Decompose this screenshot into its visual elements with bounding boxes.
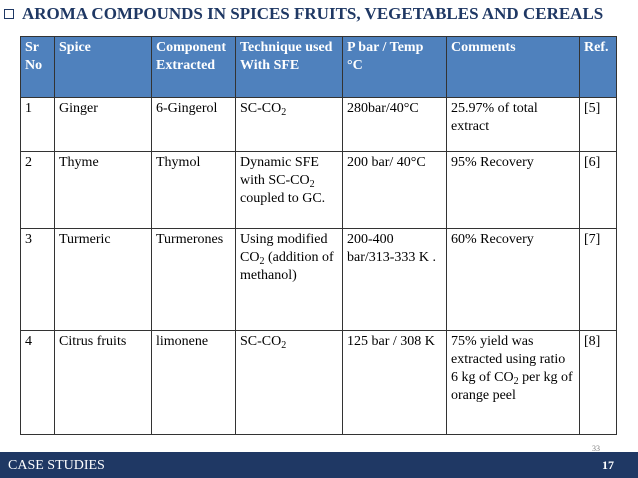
checkbox-bullet-icon — [4, 9, 14, 19]
cell-ref: [6] — [580, 152, 617, 229]
header-ref: Ref. — [580, 37, 617, 98]
technique-text: SC-CO — [240, 101, 282, 116]
cell-sr: 2 — [21, 152, 55, 229]
header-spice: Spice — [55, 37, 152, 98]
cell-comments: 60% Recovery — [447, 229, 580, 331]
cell-spice: Thyme — [55, 152, 152, 229]
cell-sr: 1 — [21, 98, 55, 152]
header-component: Component Extracted — [152, 37, 236, 98]
cell-component: Turmerones — [152, 229, 236, 331]
cell-pressure: 125 bar / 308 K — [343, 331, 447, 435]
cell-technique — [236, 229, 343, 331]
spice-table — [20, 36, 617, 435]
cell-pressure: 200 bar/ 40°C — [343, 152, 447, 229]
comments-text: 75% yield was extracted using ratio 6 kg of CO — [451, 334, 566, 385]
cell-comments: 25.97% of total extract — [447, 98, 580, 152]
cell-technique — [236, 331, 343, 435]
technique-text-after: coupled to GC. — [240, 191, 326, 206]
cell-component: limonene — [152, 331, 236, 435]
cell-comments: 95% Recovery — [447, 152, 580, 229]
subscript: 2 — [281, 340, 287, 351]
cell-component: Thymol — [152, 152, 236, 229]
subscript: 2 — [259, 256, 265, 267]
subscript: 2 — [309, 179, 315, 190]
header-pressure: P bar / Temp °C — [343, 37, 447, 98]
page-number: 17 — [602, 458, 614, 472]
cell-ref: [7] — [580, 229, 617, 331]
table-header-row — [21, 37, 617, 98]
header-sr: Sr No — [21, 37, 55, 98]
cell-spice: Ginger — [55, 98, 152, 152]
table-row — [21, 98, 617, 152]
table-row — [21, 229, 617, 331]
header-technique: Technique used With SFE — [236, 37, 343, 98]
cell-sr: 3 — [21, 229, 55, 331]
slide-title — [4, 4, 603, 24]
cell-comments — [447, 331, 580, 435]
subscript: 2 — [281, 107, 287, 118]
cell-technique — [236, 98, 343, 152]
cell-ref: [5] — [580, 98, 617, 152]
cell-pressure: 200-400 bar/313-333 K . — [343, 229, 447, 331]
cell-pressure: 280bar/40°C — [343, 98, 447, 152]
footer-bar — [0, 444, 638, 478]
footer-label: CASE STUDIES — [8, 458, 105, 473]
technique-text: Using modified CO — [240, 232, 328, 265]
cell-sr: 4 — [21, 331, 55, 435]
technique-text: SC-CO — [240, 334, 282, 349]
cell-component: 6-Gingerol — [152, 98, 236, 152]
technique-text: Dynamic SFE with SC-CO — [240, 155, 319, 188]
comments-text-after: per kg of orange peel — [451, 370, 573, 403]
slide-title-text: AROMA COMPOUNDS IN SPICES FRUITS, VEGETABLES AND CEREALS — [22, 4, 604, 23]
subscript: 2 — [513, 376, 519, 387]
faint-page-number: 33 — [592, 444, 600, 453]
cell-technique — [236, 152, 343, 229]
table-row — [21, 152, 617, 229]
table-row — [21, 331, 617, 435]
header-comments: Comments — [447, 37, 580, 98]
cell-spice: Turmeric — [55, 229, 152, 331]
technique-text-after: (addition of methanol) — [240, 250, 334, 283]
cell-spice: Citrus fruits — [55, 331, 152, 435]
cell-ref: [8] — [580, 331, 617, 435]
